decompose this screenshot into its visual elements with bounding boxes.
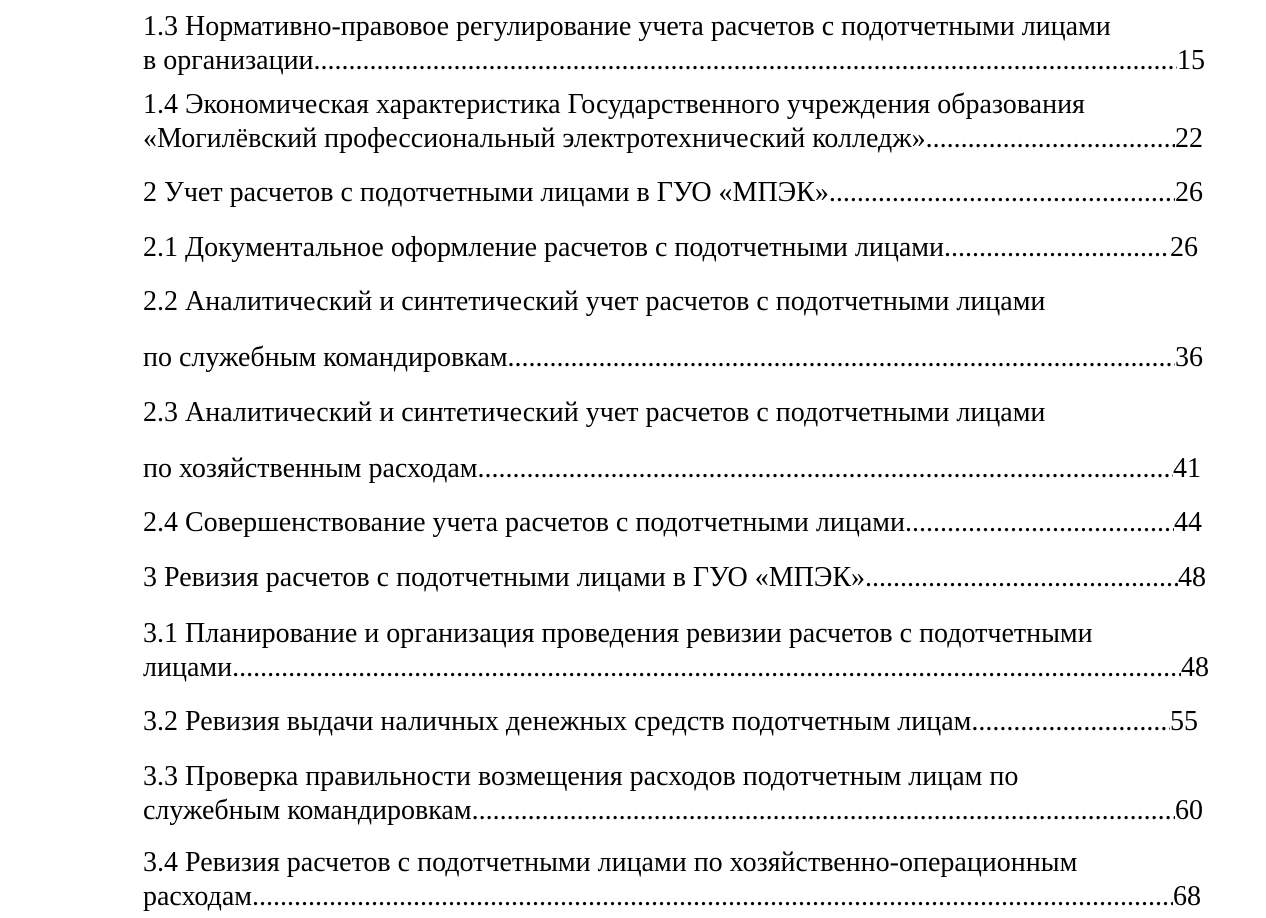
- toc-entry-title: 3.4 Ревизия расчетов с подотчетными лицами по хозяйственно-операционным: [143, 847, 1078, 878]
- dot-leader: [829, 176, 1175, 210]
- toc-entry: [143, 396, 1213, 486]
- toc-entry-last-line: [143, 794, 1203, 828]
- toc-entry-text: 2.1 Документальное оформление расчетов с подотчетными лицами: [143, 232, 944, 263]
- toc-entry: [143, 705, 1213, 739]
- dot-leader: [314, 44, 1177, 78]
- dot-leader: [971, 705, 1170, 739]
- toc-page-number: 15: [1177, 45, 1205, 76]
- dot-leader: [252, 880, 1173, 914]
- toc-entry-last-line: [143, 561, 1206, 595]
- toc-entry: [143, 176, 1213, 210]
- toc-entry-text: по служебным командировкам: [143, 342, 508, 373]
- toc-entry: [143, 561, 1213, 595]
- toc-entry-title: 2.3 Аналитический и синтетический учет расчетов с подотчетными лицами: [143, 397, 1046, 428]
- toc-entry: [143, 617, 1213, 685]
- toc-entry-last-line: [143, 880, 1201, 914]
- toc-entry-last-line: [143, 506, 1202, 540]
- toc-page-number: 26: [1175, 177, 1203, 208]
- toc-page-number: 48: [1178, 562, 1206, 593]
- toc-entry: [143, 10, 1213, 78]
- toc-entry-last-line: [143, 44, 1205, 78]
- toc-entry-text: 3.2 Ревизия выдачи наличных денежных средств подотчетным лицам: [143, 706, 972, 737]
- toc-page-number: 44: [1174, 507, 1202, 538]
- toc-page-number: 68: [1173, 881, 1201, 912]
- toc-entry: [143, 88, 1213, 156]
- toc-entry-last-line: [143, 176, 1203, 210]
- toc-entry-last-line: [143, 452, 1201, 486]
- toc-entry-last-line: [143, 705, 1198, 739]
- toc-entry-text: 3 Ревизия расчетов с подотчетными лицами в ГУО «МПЭК»: [143, 562, 866, 593]
- toc-entry: [143, 846, 1213, 914]
- dot-leader: [905, 506, 1174, 540]
- dot-leader: [944, 231, 1170, 265]
- toc-entry-last-line: [143, 341, 1203, 375]
- toc-entry-last-line: [143, 122, 1203, 156]
- dot-leader: [232, 651, 1181, 685]
- toc-entry-title: 3.1 Планирование и организация проведения ревизии расчетов с подотчетными: [143, 618, 1093, 649]
- toc-entry-text: служебным командировкам: [143, 795, 472, 826]
- dot-leader: [472, 794, 1175, 828]
- toc-entry: [143, 760, 1213, 828]
- toc-entry-title: 1.4 Экономическая характеристика Государственного учреждения образования: [143, 89, 1085, 120]
- toc-page-number: 26: [1170, 232, 1198, 263]
- toc-page-number: 22: [1175, 123, 1203, 154]
- dot-leader: [478, 452, 1174, 486]
- dot-leader: [926, 122, 1175, 156]
- toc-entry-title: 3.3 Проверка правильности возмещения расходов подотчетным лицам по: [143, 761, 1019, 792]
- toc-entry-last-line: [143, 651, 1209, 685]
- toc-page-number: 41: [1173, 453, 1201, 484]
- toc-page-number: 48: [1181, 652, 1209, 683]
- toc-entry-title: 2.2 Аналитический и синтетический учет расчетов с подотчетными лицами: [143, 286, 1046, 317]
- toc-page-number: 36: [1175, 342, 1203, 373]
- toc-entry: [143, 285, 1213, 375]
- toc-entry-title: 1.3 Нормативно-правовое регулирование учета расчетов с подотчетными лицами: [143, 11, 1111, 42]
- toc-entry: [143, 506, 1213, 540]
- toc-entry-text: лицами: [143, 652, 233, 683]
- toc-page-number: 55: [1170, 706, 1198, 737]
- dot-leader: [865, 561, 1178, 595]
- toc-entry-text: по хозяйственным расходам: [143, 453, 478, 484]
- toc-page-number: 60: [1175, 795, 1203, 826]
- toc-entry-last-line: [143, 231, 1198, 265]
- toc-entry-text: «Могилёвский профессиональный электротехнический колледж»: [143, 123, 926, 154]
- toc-entry: [143, 231, 1213, 265]
- toc-entry-text: расходам: [143, 881, 253, 912]
- toc-entry-text: в организации: [143, 45, 314, 76]
- toc-entry-text: 2 Учет расчетов с подотчетными лицами в ГУО «МПЭК»: [143, 177, 829, 208]
- toc-entry-text: 2.4 Совершенствование учета расчетов с подотчетными лицами: [143, 507, 905, 538]
- dot-leader: [508, 341, 1175, 375]
